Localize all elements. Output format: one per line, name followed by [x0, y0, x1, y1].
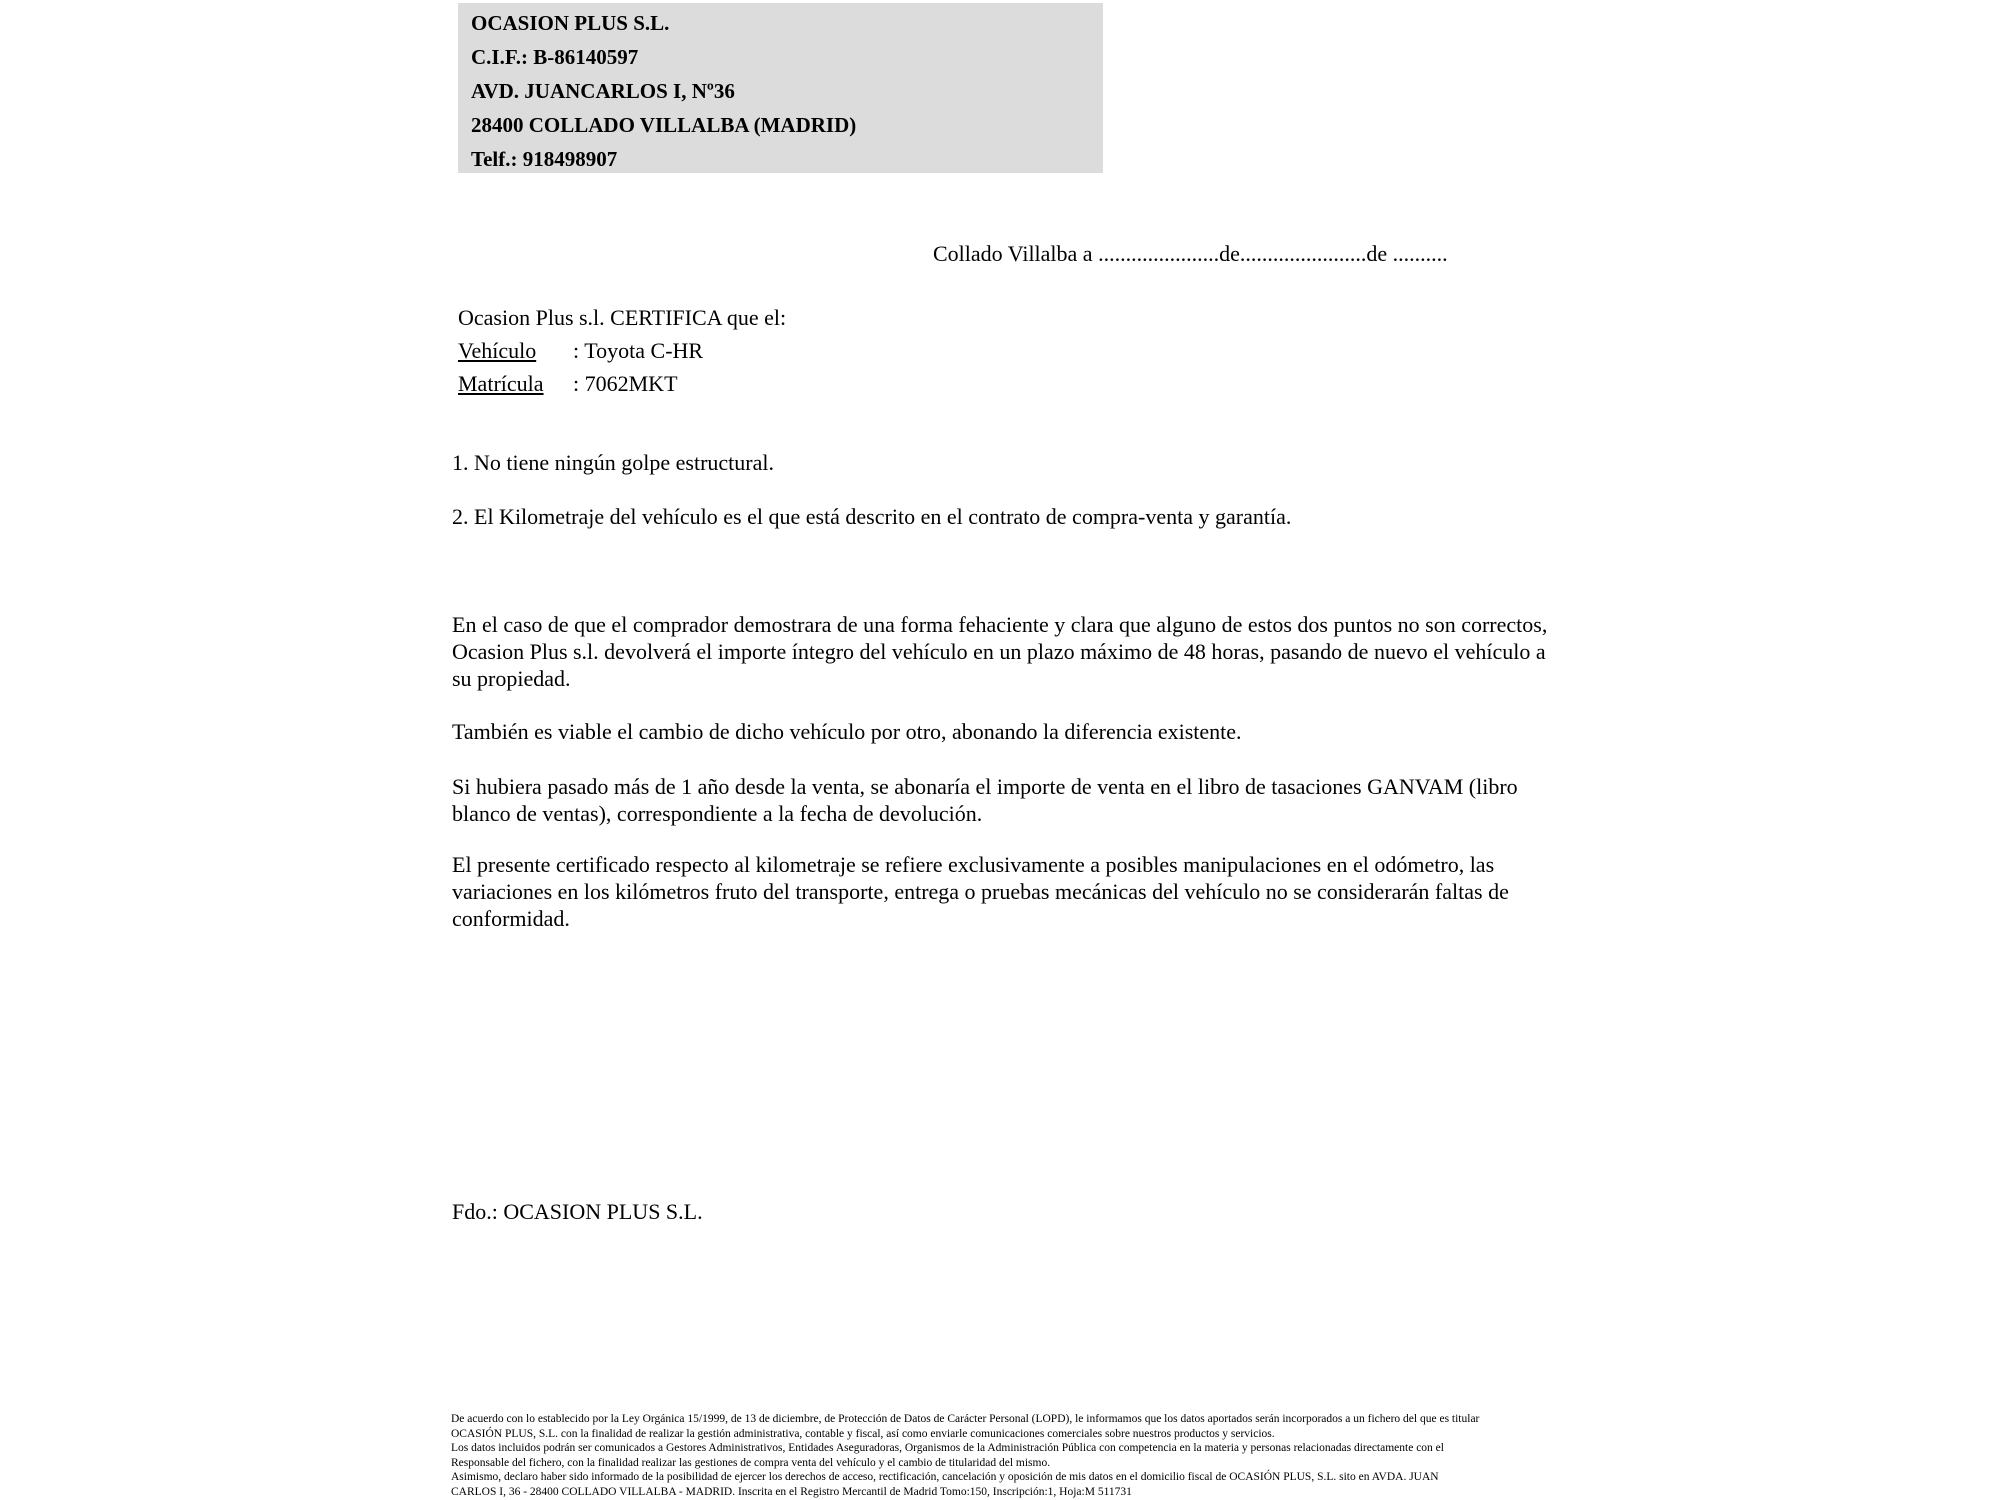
date-line: Collado Villalba a ......................de.......................de ..........	[933, 241, 1448, 266]
vehicle-field	[458, 334, 786, 367]
vehicle-separator: :	[573, 338, 580, 363]
company-header-box	[458, 3, 1103, 173]
point-1: 1. No tiene ningún golpe estructural.	[452, 450, 774, 475]
company-address: AVD. JUANCARLOS I, Nº36	[471, 79, 735, 103]
paragraph-refund: En el caso de que el comprador demostrara de una forma fehaciente y clara que alguno de estos dos puntos no son correctos, Ocasion Plus s.l. devolverá el importe íntegro del vehículo en un plazo máximo de 48 horas, pasando de nuevo el vehículo a su propiedad.	[452, 612, 1548, 691]
legal-line: Los datos incluidos podrán ser comunicados a Gestores Administrativos, Entidades Aseguradoras, Organismos de la Administración Pública con competencia en la materia y personas relacionadas directamente con el	[451, 1442, 1444, 1454]
plate-field	[458, 367, 786, 400]
paragraph-odometer: El presente certificado respecto al kilometraje se refiere exclusivamente a posibles manipulaciones en el odómetro, las variaciones en los kilómetros fruto del transporte, entrega o pruebas mecánicas del vehículo no se considerarán faltas de conformidad.	[452, 852, 1509, 931]
company-phone: Telf.: 918498907	[471, 147, 618, 171]
plate-value: 7062MKT	[584, 371, 678, 396]
signature-line: Fdo.: OCASION PLUS S.L.	[452, 1199, 703, 1224]
vehicle-value: Toyota C-HR	[584, 338, 704, 363]
company-city: 28400 COLLADO VILLALBA (MADRID)	[471, 113, 857, 137]
certification-block	[458, 301, 786, 400]
company-cif: C.I.F.: B-86140597	[471, 45, 639, 69]
legal-line: OCASIÓN PLUS, S.L. con la finalidad de realizar la gestión administrativa, contable y fiscal, así como enviarle comunicaciones comerciales sobre nuestros productos y servicios.	[451, 1427, 1275, 1440]
legal-footer	[451, 1412, 1561, 1499]
plate-label-wrap	[458, 367, 573, 400]
paragraph-exchange: También es viable el cambio de dicho vehículo por otro, abonando la diferencia existente.	[452, 719, 1242, 744]
certification-intro: Ocasion Plus s.l. CERTIFICA que el:	[458, 305, 787, 330]
plate-label: Matrícula	[458, 371, 544, 396]
vehicle-label: Vehículo	[458, 338, 537, 363]
vehicle-label-wrap	[458, 334, 573, 367]
legal-line: De acuerdo con lo establecido por la Ley Orgánica 15/1999, de 13 de diciembre, de Protección de Datos de Carácter Personal (LOPD), le informamos que los datos aportados serán incorporados a un fichero del que es titular	[451, 1413, 1480, 1425]
legal-line: Asimismo, declaro haber sido informado de la posibilidad de ejercer los derechos de acceso, rectificación, cancelación y oposición de mis datos en el domicilio fiscal de OCASIÓN PLUS, S.L. sito en AVDA. JUAN	[451, 1471, 1439, 1483]
company-name: OCASION PLUS S.L.	[471, 11, 670, 35]
point-2: 2. El Kilometraje del vehículo es el que está descrito en el contrato de compra-venta y garantía.	[452, 504, 1292, 529]
paragraph-ganvam: Si hubiera pasado más de 1 año desde la venta, se abonaría el importe de venta en el libro de tasaciones GANVAM (libro blanco de ventas), correspondiente a la fecha de devolución.	[452, 774, 1518, 826]
plate-separator: :	[573, 371, 580, 396]
legal-line: CARLOS I, 36 - 28400 COLLADO VILLALBA - MADRID. Inscrita en el Registro Mercantil de Madrid Tomo:150, Inscripción:1, Hoja:M 511731	[451, 1485, 1132, 1498]
legal-line: Responsable del fichero, con la finalidad realizar las gestiones de compra venta del vehículo y el cambio de titularidad del mismo.	[451, 1456, 1051, 1469]
